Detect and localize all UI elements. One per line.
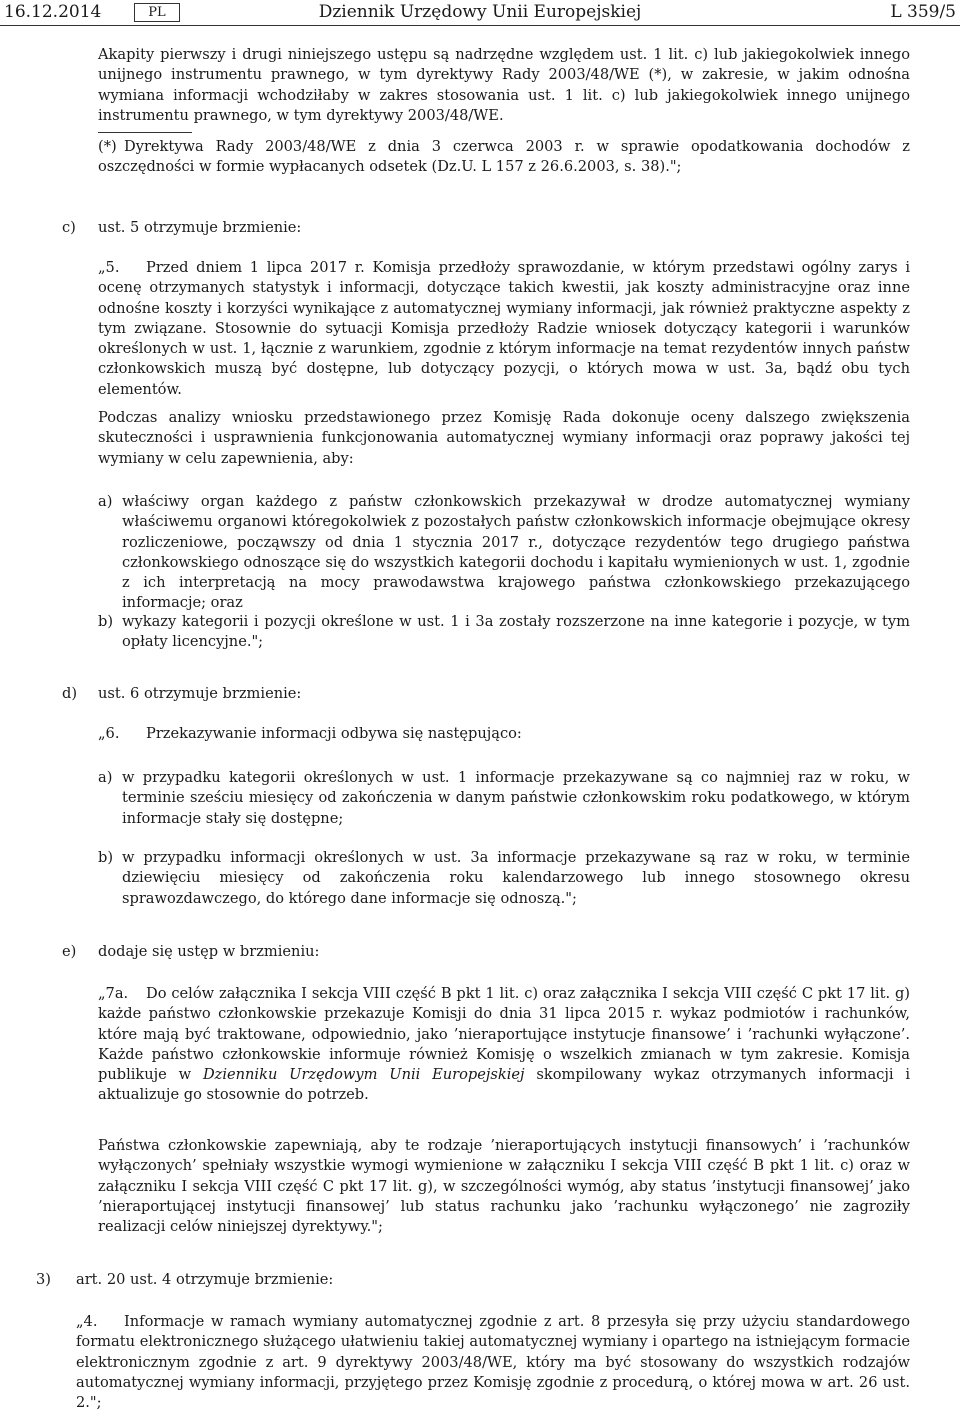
paragraph-4-number: „4. — [76, 1313, 98, 1330]
analysis-paragraph — [98, 408, 910, 469]
paragraph-5-text: Komisja przedłoży sprawozdanie, w którym przedstawi ogólny zarys i ocenę otrzymanych statystyk i informacji, dotyczące takich kwestii, jak koszty administracyjne oraz inne odnośne koszty i korzyści wynikające z automatycznej wymiany informacji, jak również praktyczne aspekty z tym związane. Stosownie do sytuacji Komisja przedłoży Radzie wniosek dotyczący kategorii i warunków określonych w ust. 1, łącznie z warunkiem, zgodnie z którym informacje na temat rezydentów innych państw członkowskich muszą być dostępne, lub dotyczący pozycji, o których mowa w ust. 3a, bądź obu tych elementów. — [98, 259, 910, 398]
journal-title: Dziennik Urzędowy Unii Europejskiej — [318, 2, 642, 22]
paragraph-7a — [98, 984, 910, 1106]
paragraph-6-number: „6. — [98, 725, 120, 742]
item-c-text: ust. 5 otrzymuje brzmienie: — [98, 219, 302, 236]
paragraph-6 — [98, 724, 910, 744]
paragraph-5-number: „5. — [98, 259, 120, 276]
item-c-sub-b-text: wykazy kategorii i pozycji określone w ust. 1 i 3a zostały rozszerzone na inne kategorie i pozycje, w tym opłaty licencyjne."; — [122, 613, 910, 651]
paragraph-7a-text-2: skompilowany wykaz otrzymanych informacji i aktualizuje go stosownie do potrzeb. — [98, 1066, 910, 1104]
paragraph-5 — [98, 258, 910, 400]
member-states-text: Państwa członkowskie zapewniają, aby te rodzaje ’nieraportujących instytucji finansowych’ i ’rachunków wyłączonych’ spełniały wszystkie wymogi wymienione w załączniku I sekcja VIII część B pkt 1 lit. c) oraz w załączniku I sekcja VIII część C pkt 17 lit. g), w szczególności wymóg, aby status ’instytucji finansowej’ jako ’nieraportującej instytucji finansowej’ lub status rachunku jako ’rachunku wyłączonego’ nie zagroziły realizacji celów niniejszej dyrektywy."; — [98, 1137, 910, 1236]
item-c-sub-b — [98, 612, 910, 653]
footnote-text: Dyrektywa Rady 2003/48/WE z dnia 3 czerwca 2003 r. w sprawie opodatkowania dochodów z oszczędności w formie wypłacanych odsetek (Dz.U. L 157 z 26.6.2003, s. 38)."; — [98, 138, 910, 176]
footnote-separator — [98, 132, 192, 133]
item-c-sub-a — [98, 492, 910, 614]
item-3-heading — [36, 1270, 333, 1290]
footnote-marker: (*) — [98, 138, 117, 155]
item-c-label: c) — [62, 219, 76, 236]
paragraph-4-text: Informacje w ramach wymiany automatycznej zgodnie z art. 8 przesyła się przy użyciu standardowego formatu elektronicznego służącego ułatwieniu takiej automatycznej wymiany i opartego na istniejącym formacie elektronicznym zgodnie z art. 9 dyrektywy 2003/48/WE, który ma być stosowany do wszystkich rodzajów automatycznej wymiany informacji, przyjętego przez Komisję zgodnie z procedurą, o której mowa w art. 26 ust. 2."; — [76, 1313, 910, 1412]
item-d-sub-a-label: a) — [98, 769, 113, 786]
footnote — [98, 137, 910, 178]
intro-text: Akapity pierwszy i drugi niniejszego ustępu są nadrzędne względem ust. 1 lit. c) lub jakiegokolwiek innego unijnego instrumentu prawnego, w tym dyrektywy Rady 2003/48/WE (*), w zakresie, w jakim odnośna wymiana informacji wchodziłaby w zakres stosowania ust. 1 lit. c) lub jakiegokolwiek innego unijnego instrumentu prawnego, w tym dyrektywy 2003/48/WE. — [98, 46, 910, 124]
item-d-label: d) — [62, 685, 78, 702]
item-e-heading — [62, 942, 319, 962]
paragraph-6-text: Przekazywanie informacji odbywa się następująco: — [146, 725, 522, 742]
intro-paragraph — [98, 45, 910, 126]
paragraph-5-lead: Przed dniem 1 lipca 2017 r. — [146, 259, 365, 276]
item-d-sub-b-label: b) — [98, 849, 114, 866]
item-d-heading — [62, 684, 301, 704]
member-states-paragraph — [98, 1136, 910, 1237]
item-3-label: 3) — [36, 1271, 51, 1288]
header-divider — [0, 25, 960, 26]
item-e-label: e) — [62, 943, 77, 960]
item-c-sub-a-text: właściwy organ każdego z państw członkowskich przekazywał w drodze automatycznej wymiany właściwemu organowi któregokolwiek z pozostałych państw członkowskich informacje obejmujące okresy rozliczeniowe, począwszy od dnia 1 stycznia 2017 r., dotyczące rezydentów tego drugiego państwa członkowskiego odnoszące się do wszystkich kategorii dochodu i kapitału wymienionych w ust. 1, zgodnie z ich interpretacją na mocy prawodawstwa krajowego państwa członkowskiego przekazującego informacje; oraz — [122, 493, 910, 612]
item-d-sub-a — [98, 768, 910, 829]
item-e-text: dodaje się ustęp w brzmieniu: — [98, 943, 320, 960]
paragraph-4 — [76, 1312, 910, 1413]
page-number: L 359/5 — [890, 2, 956, 22]
item-c-sub-a-label: a) — [98, 493, 113, 510]
journal-name-italic: Dzienniku Urzędowym Unii Europejskiej — [202, 1066, 525, 1084]
item-c-sub-b-label: b) — [98, 613, 114, 630]
analysis-text: Podczas analizy wniosku przedstawionego przez Komisję Rada dokonuje oceny dalszego zwiększenia skuteczności i usprawnienia funkcjonowania automatycznej wymiany informacji oraz poprawy jakości tej wymiany w celu zapewnienia, aby: — [98, 409, 910, 467]
item-c-heading — [62, 218, 301, 238]
item-d-text: ust. 6 otrzymuje brzmienie: — [98, 685, 302, 702]
header-date: 16.12.2014 — [4, 2, 102, 22]
paragraph-7a-text-1: Do celów załącznika I sekcja VIII część B pkt 1 lit. c) oraz załącznika I sekcja VIII część C pkt 17 lit. g) każde państwo członkowskie przekazuje Komisji do dnia 31 lipca 2015 r. wykaz podmiotów i rachunków, które mają być traktowane, odpowiednio, jako ’nieraportujące instytucje finansowe’ i ’rachunki wyłączone’. Każde państwo członkowskie informuje również Komisję o wszelkich zmianach w tym zakresie. Komisja publikuje w — [98, 985, 910, 1084]
item-3-text: art. 20 ust. 4 otrzymuje brzmienie: — [76, 1271, 334, 1288]
language-badge: PL — [134, 3, 180, 22]
item-d-sub-a-text: w przypadku kategorii określonych w ust. 1 informacje przekazywane są co najmniej raz w roku, w terminie sześciu miesięcy od zakończenia w danym państwie członkowskim roku podatkowego, w którym informacje stały się dostępne; — [122, 769, 910, 827]
paragraph-7a-number: „7a. — [98, 985, 129, 1002]
item-d-sub-b-text: w przypadku informacji określonych w ust. 3a informacje przekazywane są raz w roku, w terminie dziewięciu miesięcy od zakończenia roku kalendarzowego lub innego stosownego okresu sprawozdawczego, do którego dane informacje się odnoszą."; — [122, 849, 910, 907]
item-d-sub-b — [98, 848, 910, 909]
page-header — [0, 2, 960, 26]
